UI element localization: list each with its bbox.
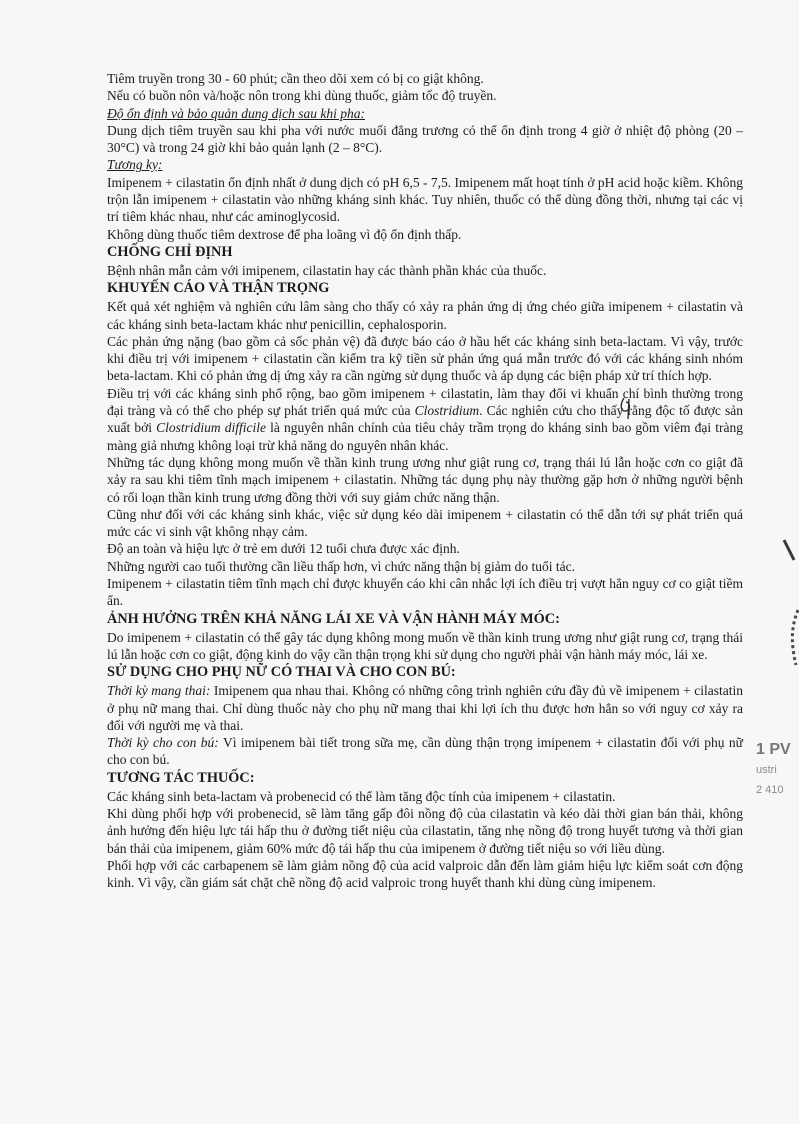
paragraph: Imipenem + cilastatin ổn định nhất ở dung dịch có pH 6,5 - 7,5. Imipenem mất hoạt tính ở pH acid hoặc kiềm. Không trộn lẫn imipenem + cilastatin vào những kháng sinh khác. Tuy nhiên, thuốc có thể dùng đồng thời, nhưng tại các vị trí tiêm khác nhau, như các aminoglycosid. — [107, 174, 743, 225]
paragraph: Nếu có buồn nôn và/hoặc nôn trong khi dùng thuốc, giảm tốc độ truyền. — [107, 88, 497, 104]
subheading-stability: Độ ổn định và bảo quản dung dịch sau khi pha: — [107, 105, 365, 121]
handwritten-mark-icon — [616, 394, 642, 422]
edge-stamp-icon — [782, 530, 799, 690]
text-run: là nguyên nhân chính của tiêu chảy trầm trọng do kháng sinh bao gồm viêm đại tràng màng giả nhưng không loại trừ khả năng do nguyên nhân khác. — [107, 420, 743, 453]
heading-pregnancy: SỬ DỤNG CHO PHỤ NỮ CÓ THAI VÀ CHO CON BÚ: — [107, 664, 456, 681]
text-run: . Các nghiên cứu cho thấy rằng độc tố được sản xuất bởi — [107, 403, 743, 436]
heading-driving: ẢNH HƯỞNG TRÊN KHẢ NĂNG LÁI XE VÀ VẬN HÀNH MÁY MÓC: — [107, 610, 560, 627]
italic-term: Clostridium difficile — [156, 420, 266, 436]
text-run: Điều trị với các kháng sinh phổ rộng, bao gồm imipenem + cilastatin, làm thay đổi vi khuẩn chí bình thường trong đại tràng và có thể cho phép sự phát triển quá mức của — [107, 385, 743, 419]
document-page — [107, 70, 743, 891]
paragraph: Phối hợp với các carbapenem sẽ làm giảm nồng độ của acid valproic dẫn đến làm giảm hiệu lực kiểm soát cơn động kinh. Vì vậy, cần giám sát chặt chẽ nồng độ acid valproic trong huyết thanh khi dùng cùng imipenem. — [107, 857, 743, 891]
heading-interactions: TƯƠNG TÁC THUỐC: — [107, 769, 255, 786]
paragraph: Các phản ứng nặng (bao gồm cả sốc phản vệ) đã được báo cáo ở hầu hết các kháng sinh beta-lactam. Vì vậy, trước khi điều trị với imipenem + cilastatin cần kiểm tra kỹ tiền sử phản ứng quá mẫn trước đó với các kháng sinh nhóm beta-lactam. Khi có phản ứng dị ứng xảy ra cần ngừng sử dụng thuốc và áp dụng các biện pháp xử trí thích hợp. — [107, 333, 743, 384]
text-run: Vì imipenem bài tiết trong sữa mẹ, cần dùng thận trọng imipenem + cilastatin đối với phụ nữ cho con bú. — [107, 735, 743, 768]
paragraph-clostridium — [107, 385, 743, 454]
subheading-incompatibility: Tương kỵ: — [107, 157, 163, 173]
paragraph: Những tác dụng không mong muốn về thần kinh trung ương như giật rung cơ, trạng thái lú lẫn hoặc cơn co giật đã xảy ra sau khi tiêm tĩnh mạch imipenem + cilastatin. Những tác dụng phụ này thường gặp hơn ở những người bệnh có rối loạn thần kinh trung ương đồng thời với suy giảm chức năng thận. — [107, 454, 743, 505]
paragraph: Khi dùng phối hợp với probenecid, sẽ làm tăng gấp đôi nồng độ của cilastatin và kéo dài thời gian bán thải, không ảnh hưởng đến hiệu lực tái hấp thu ở đường tiết niệu của cilastatin, tăng nhẹ nồng độ trong huyết tương và thời gian bán thải của imipenem, giảm 60% mức độ tái hấp thu của imipenem ở đường tiết niệu so với liều dùng. — [107, 805, 743, 856]
paragraph: Không dùng thuốc tiêm dextrose để pha loãng vì độ ổn định thấp. — [107, 226, 462, 242]
edge-text-line: 1 PV — [756, 741, 791, 758]
paragraph: Độ an toàn và hiệu lực ở trẻ em dưới 12 tuổi chưa được xác định. — [107, 541, 460, 557]
paragraph-lactation — [107, 734, 743, 769]
text-run: Imipenem qua nhau thai. Không có những công trình nghiên cứu đầy đủ về imipenem + cilastatin ở phụ nữ mang thai. Chỉ dùng thuốc này cho phụ nữ mang thai khi lợi ích thu được hơn hẳn so với nguy cơ xảy ra đối với người mẹ và thai. — [107, 683, 744, 733]
heading-contraindications: CHỐNG CHỈ ĐỊNH — [107, 243, 233, 260]
paragraph: Các kháng sinh beta-lactam và probenecid có thể làm tăng độc tính của imipenem + cilastatin. — [107, 788, 616, 804]
paragraph: Những người cao tuổi thường cần liều thấp hơn, vì chức năng thận bị giảm do tuổi tác. — [107, 558, 575, 574]
paragraph: Cũng như đối với các kháng sinh khác, việc sử dụng kéo dài imipenem + cilastatin có thể dẫn tới sự phát triển quá mức các vi sinh vật không nhạy cảm. — [107, 506, 743, 540]
italic-label: Thời kỳ mang thai: — [107, 683, 211, 699]
paragraph: Dung dịch tiêm truyền sau khi pha với nước muối đẳng trương có thể ổn định trong 4 giờ ở nhiệt độ phòng (20 – 30°C) và trong 24 giờ khi bảo quản lạnh (2 – 8°C). — [107, 122, 743, 156]
edge-text-line: ustri — [756, 764, 777, 776]
paragraph: Kết quả xét nghiệm và nghiên cứu lâm sàng cho thấy có xảy ra phản ứng dị ứng chéo giữa imipenem + cilastatin và các kháng sinh beta-lactam khác như penicillin, cephalosporin. — [107, 299, 743, 332]
italic-term: Clostridium — [414, 403, 480, 419]
paragraph: Bệnh nhân mẫn cảm với imipenem, cilastatin hay các thành phần khác của thuốc. — [107, 262, 547, 278]
paragraph-pregnancy — [107, 682, 743, 734]
italic-label: Thời kỳ cho con bú: — [107, 735, 219, 751]
paragraph: Do imipenem + cilastatin có thể gây tác dụng không mong muốn về thần kinh trung ương như giật rung cơ, trạng thái lú lẫn hoặc cơn co giật, động kinh do vậy cần thận trọng khi sử dụng cho người phải vận hành máy móc, lái xe. — [107, 629, 743, 662]
paragraph: Tiêm truyền trong 30 - 60 phút; cần theo dõi xem có bị co giật không. — [107, 71, 484, 86]
heading-warnings: KHUYẾN CÁO VÀ THẬN TRỌNG — [107, 280, 330, 297]
edge-text-line: 2 410 — [756, 784, 784, 796]
paragraph: Imipenem + cilastatin tiêm tĩnh mạch chỉ được khuyến cáo khi cân nhắc lợi ích điều trị vượt hẳn nguy cơ co giật tiềm ẩn. — [107, 576, 743, 609]
edge-text — [756, 740, 799, 800]
